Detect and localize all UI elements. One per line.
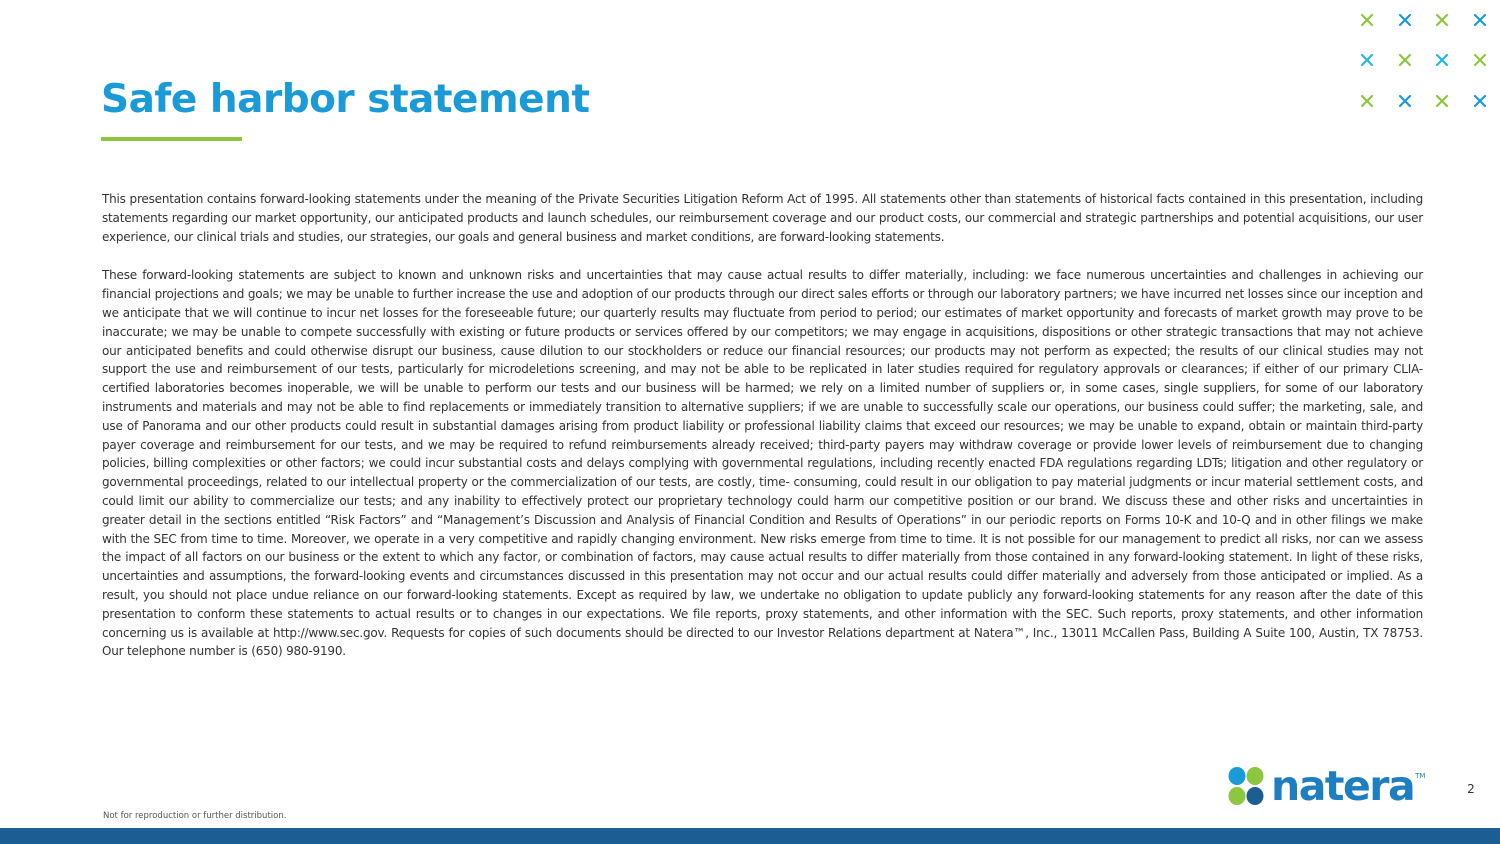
- cross-mark: [1475, 55, 1485, 65]
- bottom-bar: [0, 828, 1500, 844]
- cross-pattern-icon: [1348, 6, 1498, 121]
- cross-mark: [1400, 96, 1410, 106]
- title-underline: [101, 137, 242, 141]
- cross-mark: [1362, 96, 1372, 106]
- cross-mark: [1437, 55, 1447, 65]
- paragraph-forward-looking: This presentation contains forward-looking statements under the meaning of the Private Securities Litigation Reform Act of 1995. All statements other than statements of historical facts contained in this presentation, including statements regarding our market opportunity, our anticipated products and launch schedules, our reimbursement coverage and our product costs, our commercial and strategic partnerships and potential acquisitions, our user experience, our clinical trials and studies, our strategies, our goals and general business and market conditions, are forward-looking statements.: [102, 192, 1423, 244]
- cross-mark: [1475, 15, 1485, 25]
- slide-title: Safe harbor statement: [101, 77, 590, 122]
- paragraph-risks: These forward-looking statements are subject to known and unknown risks and uncertainties that may cause actual results to differ materially, including: we face numerous uncertainties and challenges in achieving our financial projections and goals; we may be unable to further increase the use and adoption of our products through our direct sales efforts or through our laboratory partners; we have incurred net losses since our inception and we anticipate that we will continue to incur net losses for the foreseeable future; our quarterly results may fluctuate from period to period; our estimates of market opportunity and forecasts of market growth may prove to be inaccurate; we may be unable to compete successfully with existing or future products or services offered by our competitors; we may engage in acquisitions, dispositions or other strategic transactions that may not achieve our anticipated benefits and could otherwise disrupt our business, cause dilution to our stockholders or reduce our financial resources; our products may not perform as expected; the results of our clinical studies may not support the use and reimbursement of our tests, particularly for microdeletions screening, and may not be able to be replicated in later studies required for regulatory approvals or clearances; if either of our primary CLIA-certified laboratories becomes inoperable, we will be unable to perform our tests and our business will be harmed; we rely on a limited number of suppliers or, in some cases, single suppliers, for some of our laboratory instruments and materials and may not be able to find replacements or immediately transition to alternative suppliers; if we are unable to successfully scale our operations, our business could suffer; the marketing, sale, and use of Panorama and our other products could result in substantial damages arising from product liability or professional liability claims that exceed our resources; we may be unable to expand, obtain or maintain third-party payer coverage and reimbursement for our tests, and we may be required to refund reimbursements already received; third-party payers may withdraw coverage or provide lower levels of reimbursement due to changing policies, billing complexities or other factors; we could incur substantial costs and delays complying with governmental regulations, including recently enacted FDA regulations regarding LDTs; litigation and other regulatory or governmental proceedings, related to our intellectual property or the commercialization of our tests, are costly, time- consuming, could result in our obligation to pay material judgments or incur material settlement costs, and could limit our ability to commercialize our tests; and any inability to effectively protect our proprietary technology could harm our competitive position or our brand. We discuss these and other risks and uncertainties in greater detail in the sections entitled “Risk Factors” and “Management’s Discussion and Analysis of Financial Condition and Results of Operations” in our periodic reports on Forms 10-K and 10-Q and in other filings we make with the SEC from time to time. Moreover, we operate in a very competitive and rapidly changing environment. New risks emerge from time to time. It is not possible for our management to predict all risks, nor can we assess the impact of all factors on our business or the extent to which any factor, or combination of factors, may cause actual results to differ materially from those contained in any forward-looking statement. In light of these risks, uncertainties and assumptions, the forward-looking events and circumstances discussed in this presentation may not occur and our actual results could differ materially and adversely from those anticipated or implied. As a result, you should not place undue reliance on our forward-looking statements. Except as required by law, we undertake no obligation to update publicly any forward-looking statements for any reason after the date of this presentation to conform these statements to actual results or to changes in our expectations. We file reports, proxy statements, and other information with the SEC. Such reports, proxy statements, and other information concerning us is available at http://www.sec.gov. Requests for copies of such documents should be directed to our Investor Relations department at Natera™, Inc., 13011 McCallen Pass, Building A Suite 100, Austin, TX 78753. Our telephone number is (650) 980-9190.: [102, 268, 1423, 659]
- cross-mark: [1437, 15, 1447, 25]
- distribution-note: Not for reproduction or further distribution.: [103, 811, 287, 821]
- cross-mark: [1437, 96, 1447, 106]
- natera-flower-logo-icon: [1227, 765, 1265, 807]
- cross-mark: [1362, 15, 1372, 25]
- natera-wordmark: natera: [1271, 762, 1415, 810]
- cross-mark: [1400, 15, 1410, 25]
- cross-mark: [1475, 96, 1485, 106]
- cross-mark: [1362, 55, 1372, 65]
- page-number: 2: [1467, 782, 1475, 796]
- safe-harbor-text: [102, 190, 1423, 681]
- cross-mark: [1400, 55, 1410, 65]
- natera-logo: [1227, 762, 1425, 810]
- trademark-symbol: TM: [1415, 772, 1426, 780]
